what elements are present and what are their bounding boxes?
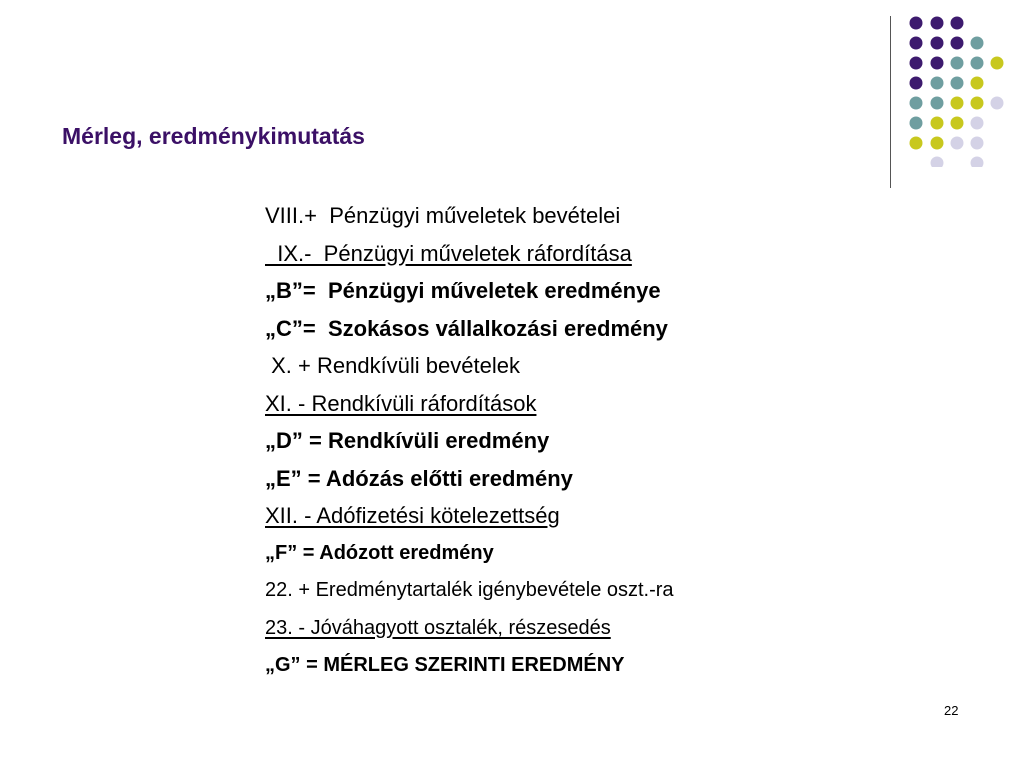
income-statement-list [265, 197, 885, 685]
dot [931, 157, 944, 168]
dot [971, 37, 984, 50]
dot [931, 57, 944, 70]
dot [971, 57, 984, 70]
dot [951, 117, 964, 130]
dot [910, 77, 923, 90]
dot [910, 57, 923, 70]
line-ix-financial-expenses: IX.- Pénzügyi műveletek ráfordítása [265, 240, 632, 266]
dot [910, 97, 923, 110]
line-e-pre-tax-result: „E” = Adózás előtti eredmény [265, 465, 573, 491]
dot [971, 157, 984, 168]
dot [971, 97, 984, 110]
dot [910, 37, 923, 50]
dot [931, 117, 944, 130]
line-d-extraordinary-result: „D” = Rendkívüli eredmény [265, 428, 550, 453]
line-x-extraordinary-income: X. + Rendkívüli bevételek [265, 353, 520, 378]
dot [931, 77, 944, 90]
dot [951, 57, 964, 70]
line-b-financial-result: „B”= Pénzügyi műveletek eredménye [265, 278, 661, 303]
line-23-approved-dividend: 23. - Jóváhagyott osztalék, részesedés [265, 616, 611, 639]
line-xi-extraordinary-expenses: XI. - Rendkívüli ráfordítások [265, 390, 537, 416]
divider-line [890, 16, 891, 188]
dot [910, 17, 923, 30]
page-number: 22 [944, 703, 959, 718]
line-viii-financial-income: VIII.+ Pénzügyi műveletek bevételei [265, 203, 621, 228]
dot [931, 37, 944, 50]
line-22-retained-earnings-use: 22. + Eredménytartalék igénybevétele oszt.-ra [265, 579, 674, 601]
dot [951, 37, 964, 50]
dot [971, 77, 984, 90]
dot [931, 17, 944, 30]
dot [931, 137, 944, 150]
dot [951, 17, 964, 30]
dot [971, 137, 984, 150]
dot [931, 97, 944, 110]
dot [951, 97, 964, 110]
dot [951, 137, 964, 150]
dot [951, 77, 964, 90]
decorative-dot-grid [903, 12, 1013, 167]
dot [910, 137, 923, 150]
dot [991, 97, 1004, 110]
dot [910, 117, 923, 130]
line-f-after-tax-result: „F” = Adózott eredmény [265, 541, 494, 564]
line-g-balance-sheet-result: „G” = MÉRLEG SZERINTI EREDMÉNY [265, 654, 625, 676]
line-xii-tax-liability: XII. - Adófizetési kötelezettség [265, 503, 560, 528]
line-c-ordinary-business-result: „C”= Szokásos vállalkozási eredmény [265, 315, 668, 341]
dot [991, 57, 1004, 70]
dot [971, 117, 984, 130]
slide-title: Mérleg, eredménykimutatás [62, 123, 365, 149]
